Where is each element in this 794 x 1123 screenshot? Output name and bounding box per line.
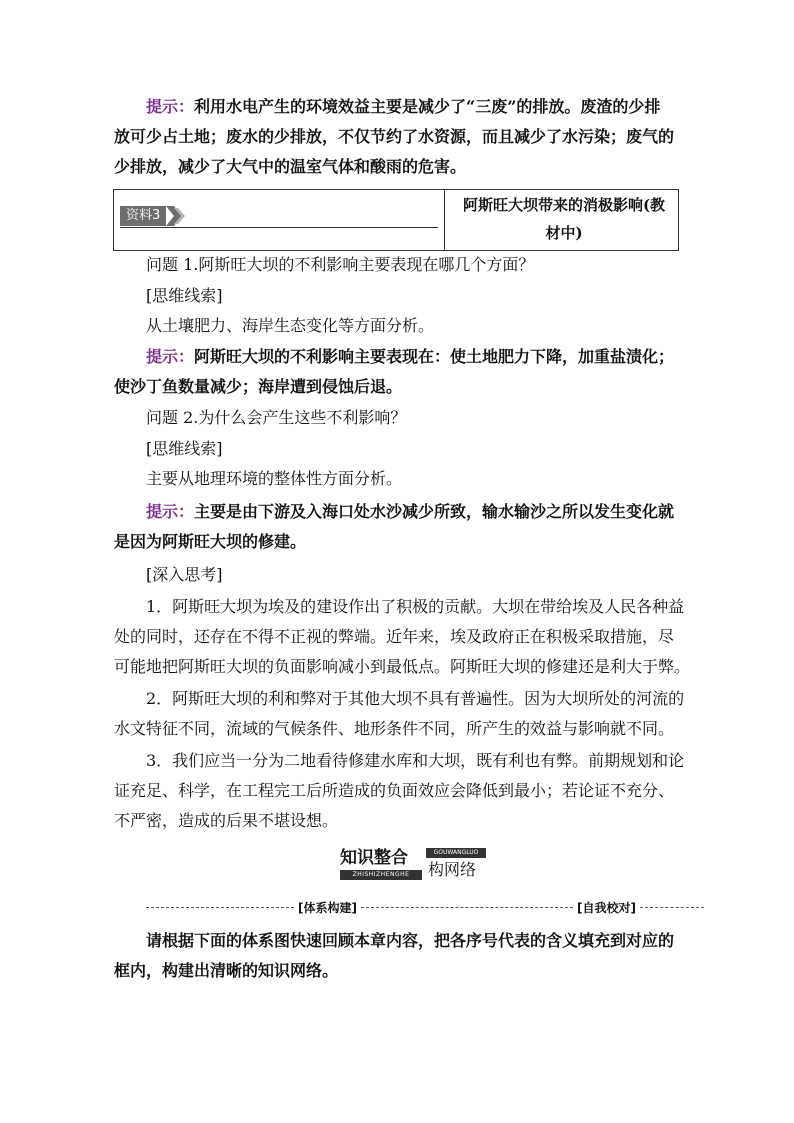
dashed-rule [361,907,573,908]
paragraph-line [114,92,714,122]
section-divider [146,898,704,916]
tip-text: 利用水电产生的环境效益主要是减少了“三废”的排放。废渣的少排 [194,97,661,116]
material-title [454,191,674,247]
deep-item-3: 3．我们应当一分为二地看待修建水库和大坝，既有利也有弊。前期规划和论 [146,751,685,770]
material-tag [120,206,188,226]
tip-label: 提示： [146,97,195,116]
tip-text: 少排放，减少了大气中的温室气体和酸雨的危害。 [114,157,467,176]
instruction-text: 框内，构建出清晰的知识网络。 [114,961,339,980]
banner-title: 知识整合 [340,848,422,868]
clue-label: [思维线索] [146,439,223,458]
answer-line [114,342,714,372]
dashed-rule [640,907,704,908]
answer-text: 阿斯旺大坝的不利影响主要表现在：使土地肥力下降，加重盐渍化； [194,347,675,366]
chevron-right-icon [166,206,188,226]
material-underline [120,227,438,228]
answer-text: 使沙丁鱼数量减少；海岸遭到侵蚀后退。 [114,377,403,396]
tip-label: 提示： [146,502,195,521]
deep-thinking-label: [深入思考] [146,565,223,584]
material-tag-label: 资料3 [120,206,166,226]
deep-item-1: 处的同时，还存在不得不正视的弊端。近年来，埃及政府正在积极采取措施，尽 [114,627,675,646]
answer-line [114,497,714,527]
banner-pinyin-sub: GOUWANGLUO [426,848,486,858]
system-build-label: [体系构建] [298,900,357,915]
self-check-label: [自我校对] [576,900,636,915]
deep-item-2: 2．阿斯旺大坝的利和弊对于其他大坝不具有普遍性。因为大坝所处的河流的 [146,689,685,708]
material-header-box [113,189,679,251]
banner-subtitle: 构网络 [428,860,477,879]
instruction-text: 请根据下面的体系图快速回顾本章内容，把各序号代表的含义填充到对应的 [146,931,675,950]
tip-label: 提示： [146,347,195,366]
deep-item-3: 证充足、科学，在工程完工后所造成的负面效应会降低到最小；若论证不充分、 [114,781,675,800]
deep-item-1: 可能地把阿斯旺大坝的负面影响减小到最低点。阿斯旺大坝的修建还是利大于弊。 [114,657,691,676]
tip-text: 放可少占土地；废水的少排放，不仅节约了水资源，而且减少了水污染；废气的 [114,127,675,146]
question-2: 问题 2.为什么会产生这些不利影响？ [146,408,407,427]
deep-item-2: 水文特征不同，流域的气候条件、地形条件不同，所产生的效益与影响就不同。 [114,719,675,738]
answer-text: 主要是由下游及入海口处水沙减少所致，输水输沙之所以发生变化就 [194,502,675,521]
material-divider [444,190,445,250]
material-title-line: 阿斯旺大坝带来的消极影响(教 [462,196,666,214]
banner-pinyin: ZHISHIZHENGHE [340,870,422,880]
question-1: 问题 1.阿斯旺大坝的不利影响主要表现在哪几个方面？ [146,255,535,274]
dashed-rule [146,907,294,908]
clue-label: [思维线索] [146,286,223,305]
clue-text: 主要从地理环境的整体性方面分析。 [146,469,403,488]
deep-item-1: 1．阿斯旺大坝为埃及的建设作出了积极的贡献。大坝在带给埃及人民各种益 [146,597,685,616]
material-title-line: 材中) [545,224,583,242]
answer-text: 是因为阿斯旺大坝的修建。 [114,532,307,551]
clue-text: 从土壤肥力、海岸生态变化等方面分析。 [146,316,435,335]
knowledge-integration-banner [340,848,486,882]
deep-item-3: 不严密，造成的后果不堪设想。 [114,811,339,830]
